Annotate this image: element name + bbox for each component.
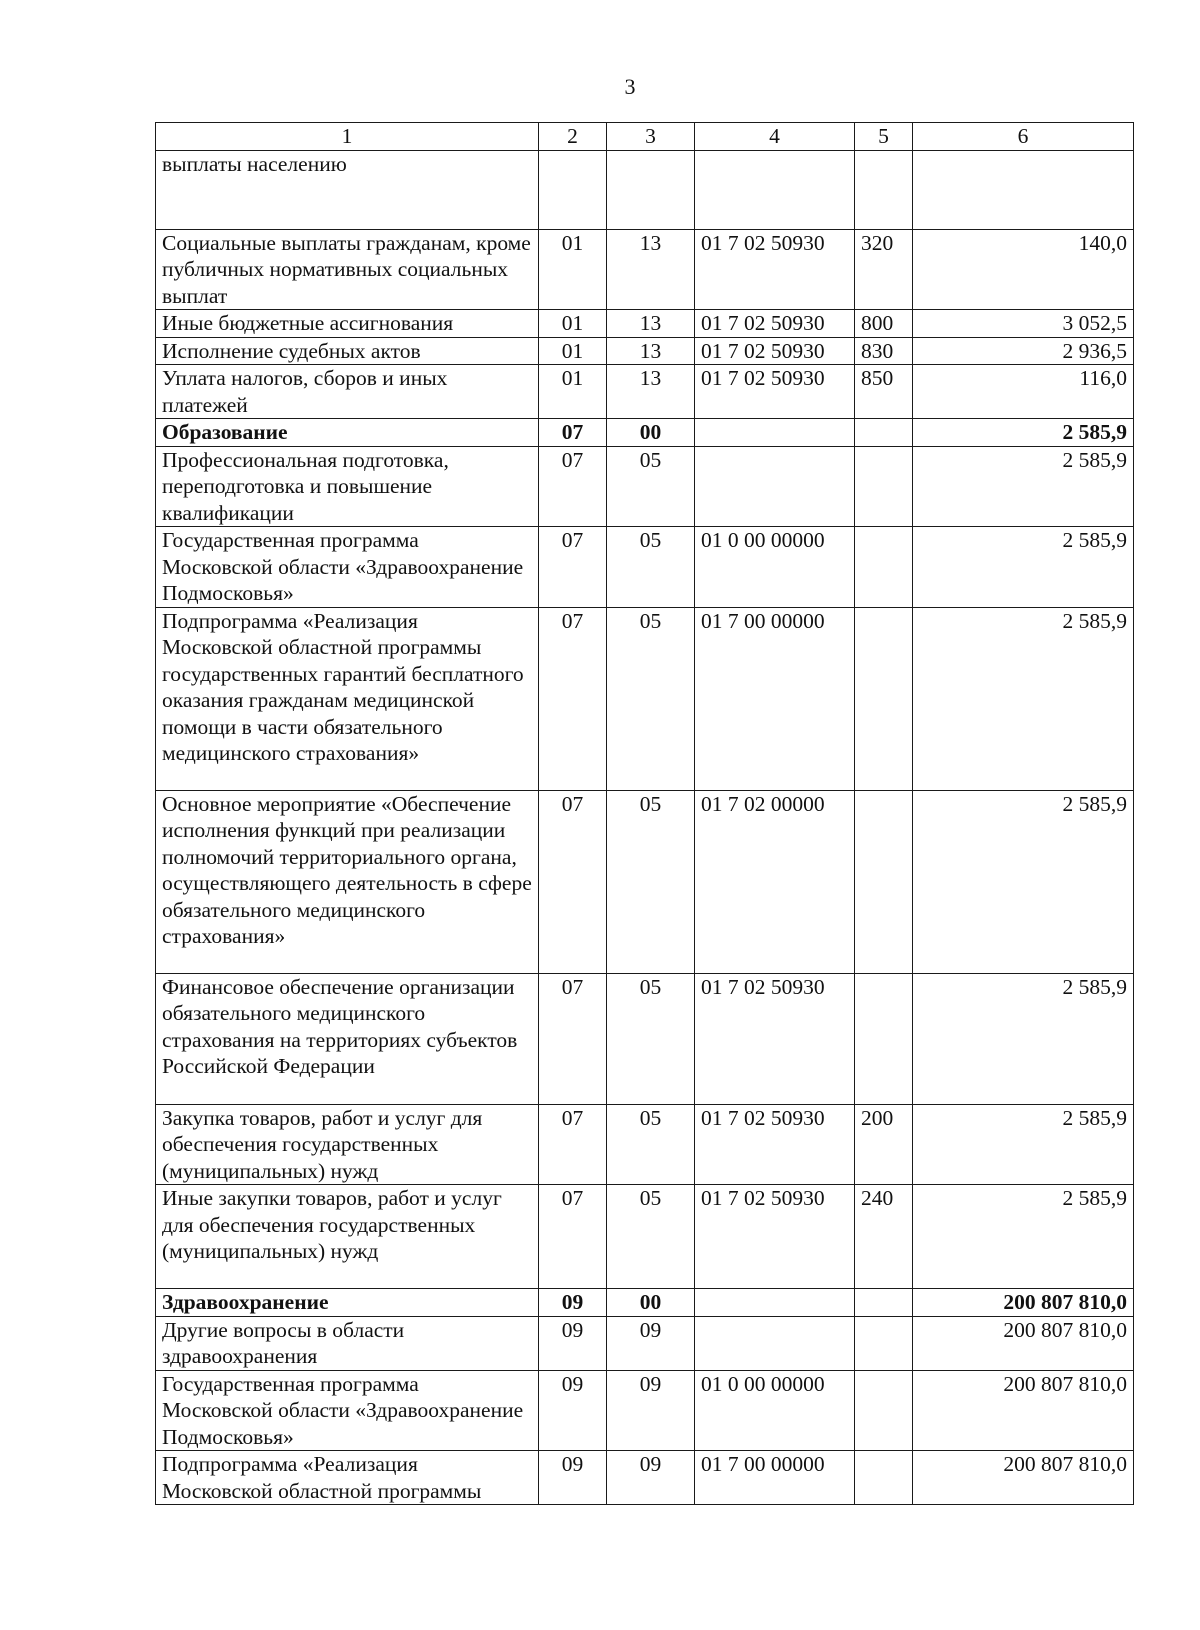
target-article-cell: 01 7 02 50930 <box>695 229 855 310</box>
table-row <box>156 310 1134 338</box>
item-name-cell: Государственная программа Московской области «Здравоохранение Подмосковья» <box>156 527 539 608</box>
section-code-cell: 09 <box>539 1316 607 1370</box>
item-name-cell: Профессиональная подготовка, переподготовка и повышение квалификации <box>156 446 539 527</box>
table-row <box>156 446 1134 527</box>
header-cell: 2 <box>539 123 607 151</box>
table-row <box>156 419 1134 447</box>
table-row <box>156 1370 1134 1451</box>
table-row <box>156 1451 1134 1505</box>
table-row <box>156 607 1134 790</box>
expense-type-cell: 240 <box>855 1185 913 1289</box>
item-name-cell: Закупка товаров, работ и услуг для обеспечения государственных (муниципальных) нужд <box>156 1104 539 1185</box>
item-name-cell: Финансовое обеспечение организации обязательного медицинского страхования на территориях субъектов Российской Федерации <box>156 973 539 1104</box>
section-code-cell: 01 <box>539 229 607 310</box>
target-article-cell: 01 7 02 50930 <box>695 973 855 1104</box>
table-row <box>156 1289 1134 1317</box>
section-code-cell: 07 <box>539 973 607 1104</box>
expense-type-cell <box>855 1370 913 1451</box>
expense-type-cell <box>855 607 913 790</box>
header-cell: 6 <box>913 123 1134 151</box>
subsection-code-cell: 09 <box>607 1451 695 1505</box>
expense-type-cell <box>855 150 913 229</box>
section-code-cell: 07 <box>539 1185 607 1289</box>
target-article-cell <box>695 446 855 527</box>
table-row <box>156 365 1134 419</box>
section-code-cell: 09 <box>539 1370 607 1451</box>
subsection-code-cell: 05 <box>607 607 695 790</box>
expense-type-cell <box>855 527 913 608</box>
expense-type-cell <box>855 1289 913 1317</box>
expense-type-cell <box>855 973 913 1104</box>
expense-type-cell: 830 <box>855 337 913 365</box>
table-row <box>156 1104 1134 1185</box>
expense-type-cell <box>855 419 913 447</box>
item-name-cell: выплаты населению <box>156 150 539 229</box>
item-name-cell: Образование <box>156 419 539 447</box>
amount-cell <box>913 150 1134 229</box>
header-cell: 5 <box>855 123 913 151</box>
table-row <box>156 229 1134 310</box>
target-article-cell: 01 7 02 50930 <box>695 1185 855 1289</box>
item-name-cell: Государственная программа Московской области «Здравоохранение Подмосковья» <box>156 1370 539 1451</box>
subsection-code-cell: 05 <box>607 446 695 527</box>
subsection-code-cell <box>607 150 695 229</box>
header-cell: 4 <box>695 123 855 151</box>
target-article-cell: 01 7 02 50930 <box>695 1104 855 1185</box>
expense-type-cell <box>855 1316 913 1370</box>
target-article-cell <box>695 150 855 229</box>
section-code-cell: 07 <box>539 1104 607 1185</box>
expense-type-cell <box>855 446 913 527</box>
page-number: 3 <box>624 74 636 99</box>
amount-cell: 116,0 <box>913 365 1134 419</box>
amount-cell: 200 807 810,0 <box>913 1316 1134 1370</box>
amount-cell: 2 585,9 <box>913 1185 1134 1289</box>
table-row <box>156 150 1134 229</box>
target-article-cell: 01 7 02 50930 <box>695 310 855 338</box>
amount-cell: 2 585,9 <box>913 419 1134 447</box>
target-article-cell: 01 7 00 00000 <box>695 607 855 790</box>
item-name-cell: Иные бюджетные ассигнования <box>156 310 539 338</box>
item-name-cell: Иные закупки товаров, работ и услуг для обеспечения государственных (муниципальных) нужд <box>156 1185 539 1289</box>
section-code-cell: 01 <box>539 365 607 419</box>
subsection-code-cell: 13 <box>607 310 695 338</box>
budget-table <box>155 122 1134 1505</box>
item-name-cell: Подпрограмма «Реализация Московской областной программы государственных гарантий бесплатного оказания гражданам медицинской помощи в части обязательного медицинского страхования» <box>156 607 539 790</box>
target-article-cell: 01 0 00 00000 <box>695 527 855 608</box>
amount-cell: 200 807 810,0 <box>913 1370 1134 1451</box>
amount-cell: 2 936,5 <box>913 337 1134 365</box>
item-name-cell: Социальные выплаты гражданам, кроме публичных нормативных социальных выплат <box>156 229 539 310</box>
target-article-cell <box>695 1289 855 1317</box>
target-article-cell <box>695 1316 855 1370</box>
target-article-cell: 01 7 02 00000 <box>695 790 855 973</box>
section-code-cell: 07 <box>539 790 607 973</box>
section-code-cell <box>539 150 607 229</box>
section-code-cell: 09 <box>539 1451 607 1505</box>
table-row <box>156 1185 1134 1289</box>
expense-type-cell <box>855 1451 913 1505</box>
subsection-code-cell: 00 <box>607 419 695 447</box>
subsection-code-cell: 05 <box>607 1185 695 1289</box>
section-code-cell: 07 <box>539 607 607 790</box>
item-name-cell: Основное мероприятие «Обеспечение исполнения функций при реализации полномочий территориального органа, осуществляющего деятельность в сфере обязательного медицинского страхования» <box>156 790 539 973</box>
amount-cell: 2 585,9 <box>913 607 1134 790</box>
subsection-code-cell: 09 <box>607 1316 695 1370</box>
table-row <box>156 790 1134 973</box>
subsection-code-cell: 05 <box>607 1104 695 1185</box>
table-row <box>156 337 1134 365</box>
section-code-cell: 07 <box>539 419 607 447</box>
expense-type-cell <box>855 790 913 973</box>
target-article-cell: 01 7 02 50930 <box>695 337 855 365</box>
expense-type-cell: 850 <box>855 365 913 419</box>
amount-cell: 140,0 <box>913 229 1134 310</box>
header-cell: 1 <box>156 123 539 151</box>
section-code-cell: 07 <box>539 446 607 527</box>
target-article-cell <box>695 419 855 447</box>
subsection-code-cell: 00 <box>607 1289 695 1317</box>
header-row <box>156 123 1134 151</box>
amount-cell: 2 585,9 <box>913 1104 1134 1185</box>
section-code-cell: 01 <box>539 337 607 365</box>
item-name-cell: Другие вопросы в области здравоохранения <box>156 1316 539 1370</box>
amount-cell: 200 807 810,0 <box>913 1451 1134 1505</box>
subsection-code-cell: 09 <box>607 1370 695 1451</box>
item-name-cell: Исполнение судебных актов <box>156 337 539 365</box>
subsection-code-cell: 05 <box>607 973 695 1104</box>
section-code-cell: 09 <box>539 1289 607 1317</box>
amount-cell: 200 807 810,0 <box>913 1289 1134 1317</box>
target-article-cell: 01 0 00 00000 <box>695 1370 855 1451</box>
expense-type-cell: 200 <box>855 1104 913 1185</box>
item-name-cell: Уплата налогов, сборов и иных платежей <box>156 365 539 419</box>
amount-cell: 2 585,9 <box>913 446 1134 527</box>
item-name-cell: Подпрограмма «Реализация Московской областной программы <box>156 1451 539 1505</box>
subsection-code-cell: 05 <box>607 527 695 608</box>
amount-cell: 2 585,9 <box>913 973 1134 1104</box>
target-article-cell: 01 7 00 00000 <box>695 1451 855 1505</box>
header-cell: 3 <box>607 123 695 151</box>
target-article-cell: 01 7 02 50930 <box>695 365 855 419</box>
table-row <box>156 1316 1134 1370</box>
expense-type-cell: 320 <box>855 229 913 310</box>
subsection-code-cell: 05 <box>607 790 695 973</box>
section-code-cell: 01 <box>539 310 607 338</box>
subsection-code-cell: 13 <box>607 365 695 419</box>
expense-type-cell: 800 <box>855 310 913 338</box>
amount-cell: 3 052,5 <box>913 310 1134 338</box>
section-code-cell: 07 <box>539 527 607 608</box>
table-row <box>156 527 1134 608</box>
amount-cell: 2 585,9 <box>913 790 1134 973</box>
table-body <box>156 150 1134 1505</box>
subsection-code-cell: 13 <box>607 229 695 310</box>
item-name-cell: Здравоохранение <box>156 1289 539 1317</box>
amount-cell: 2 585,9 <box>913 527 1134 608</box>
subsection-code-cell: 13 <box>607 337 695 365</box>
table-row <box>156 973 1134 1104</box>
